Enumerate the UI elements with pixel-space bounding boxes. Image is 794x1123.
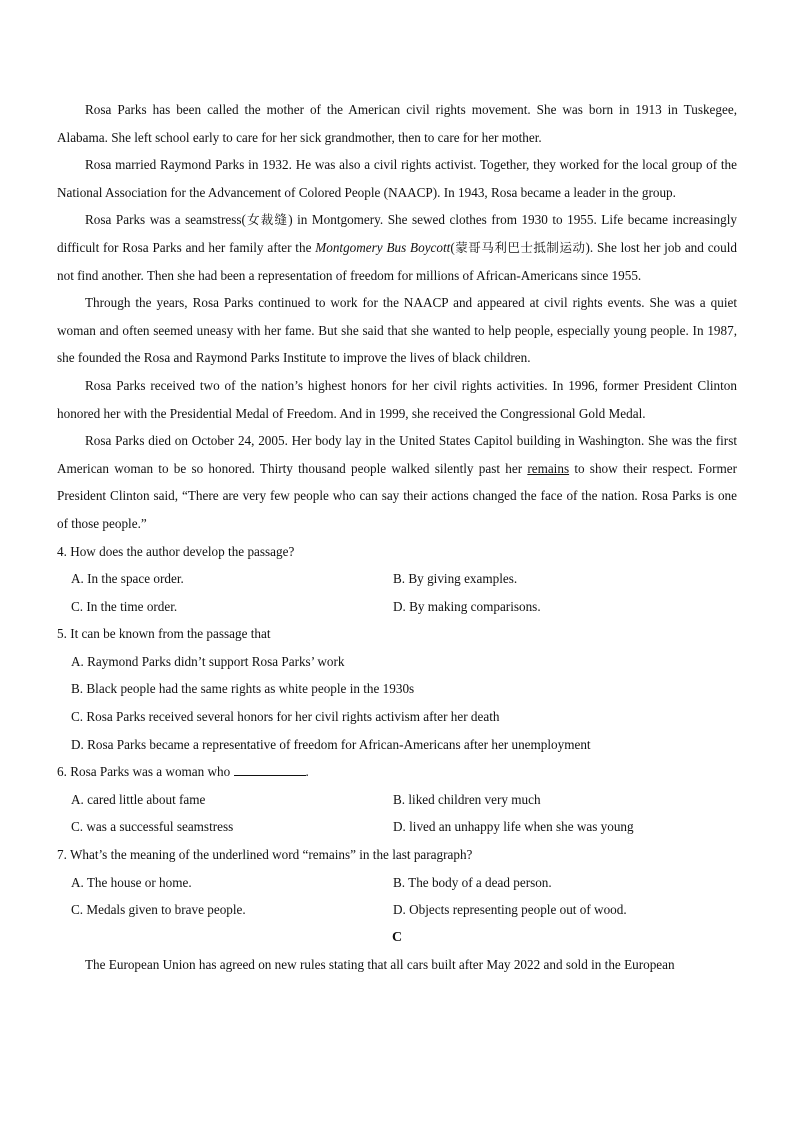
document-page [57, 96, 737, 979]
question-4-option-b: B. By giving examples. [393, 571, 518, 587]
p6-text-a: Rosa Parks died on October 24, 2005. Her body lay in the United States Capitol building in Washington. She was the first American woman to be so honored. Thirty thousand people walked silently past her [57, 433, 737, 476]
p3-chinese-gloss-1: 女裁缝 [245, 212, 289, 228]
question-6-stem-end: . [305, 764, 309, 780]
p3-text-a: Rosa Parks was a seamstress( [85, 212, 246, 228]
question-7-options-row-2 [57, 896, 737, 924]
p6-underlined-word: remains [527, 460, 570, 476]
passage-paragraph-3 [57, 206, 737, 289]
question-7-stem: 7. What’s the meaning of the underlined word “remains” in the last paragraph? [57, 847, 473, 863]
p6-text-b: to show their respect. Former President Clinton said, “There are very few people who can say their actions changed the face of the nation. Rosa Parks is one of those people.” [57, 460, 737, 531]
question-7-options-row-1 [57, 869, 737, 897]
question-6-stem [57, 758, 737, 786]
passage-paragraph-5: Rosa Parks received two of the nation’s highest honors for her civil rights activities. In 1996, former President Clinton honored her with the Presidential Medal of Freedom. And in 1999, she received the Congressional Gold Medal. [57, 377, 737, 421]
question-6-stem-text: 6. Rosa Parks was a woman who [57, 764, 231, 780]
question-7-option-d: D. Objects representing people out of wood. [393, 902, 627, 918]
question-4-stem: 4. How does the author develop the passage? [57, 543, 295, 559]
question-7-option-a: A. The house or home. [71, 874, 192, 890]
question-4-option-d: D. By making comparisons. [393, 598, 541, 614]
passage-paragraph-4: Through the years, Rosa Parks continued to work for the NAACP and appeared at civil rights events. She was a quiet woman and often seemed uneasy with her fame. But she said that she wanted to help people, especially young people. In 1987, she founded the Rosa and Raymond Parks Institute to improve the lives of black children. [57, 295, 737, 366]
passage-paragraph-6 [57, 427, 737, 537]
passage-paragraph-1: Rosa Parks has been called the mother of the American civil rights movement. She was born in 1913 in Tuskegee, Alabama. She left school early to care for her sick grandmother, then to care for her mother. [57, 102, 737, 145]
question-6-option-c: C. was a successful seamstress [71, 819, 234, 835]
p3-italic-term: Montgomery Bus Boycott [315, 239, 451, 255]
section-heading-c: C [391, 929, 403, 945]
p3-text-b: ) in Montgomery. She sewed clothes from 1930 to 1955. Life became increasingly difficult for Rosa Parks and her family after the [57, 212, 737, 255]
question-5-option-c: C. Rosa Parks received several honors for her civil rights activism after her death [71, 709, 500, 725]
question-7-option-b: B. The body of a dead person. [393, 874, 552, 890]
question-5-stem: 5. It can be known from the passage that [57, 626, 271, 642]
question-6-options-row-1 [57, 786, 737, 814]
question-4-options-row-2 [57, 593, 737, 621]
section-c-paragraph-1: The European Union has agreed on new rules stating that all cars built after May 2022 and sold in the European [85, 957, 675, 973]
p3-text-c: ( [450, 239, 455, 255]
question-6-option-b: B. liked children very much [393, 791, 541, 807]
question-4-options-row-1 [57, 565, 737, 593]
p3-text-d: ). She lost her job and could not find another. Then she had been a representation of freedom for millions of African-Americans since 1955. [57, 239, 737, 283]
question-4-option-c: C. In the time order. [71, 598, 178, 614]
p3-chinese-gloss-2: 蒙哥马利巴士抵制运动 [454, 239, 586, 255]
question-6-option-a: A. cared little about fame [71, 791, 206, 807]
question-5-option-a: A. Raymond Parks didn’t support Rosa Parks’ work [71, 653, 345, 669]
question-6-option-d: D. lived an unhappy life when she was young [393, 819, 634, 835]
answer-blank [234, 763, 306, 776]
question-4-option-a: A. In the space order. [71, 571, 184, 587]
question-5-option-d: D. Rosa Parks became a representative of freedom for African-Americans after her unemployment [71, 736, 591, 752]
question-5-option-b: B. Black people had the same rights as white people in the 1930s [71, 681, 415, 697]
question-7-option-c: C. Medals given to brave people. [71, 902, 246, 918]
passage-paragraph-2: Rosa married Raymond Parks in 1932. He was also a civil rights activist. Together, they worked for the local group of the National Association for the Advancement of Colored People (NAACP). In 1943, Rosa became a leader in the group. [57, 157, 737, 200]
question-6-options-row-2 [57, 813, 737, 841]
